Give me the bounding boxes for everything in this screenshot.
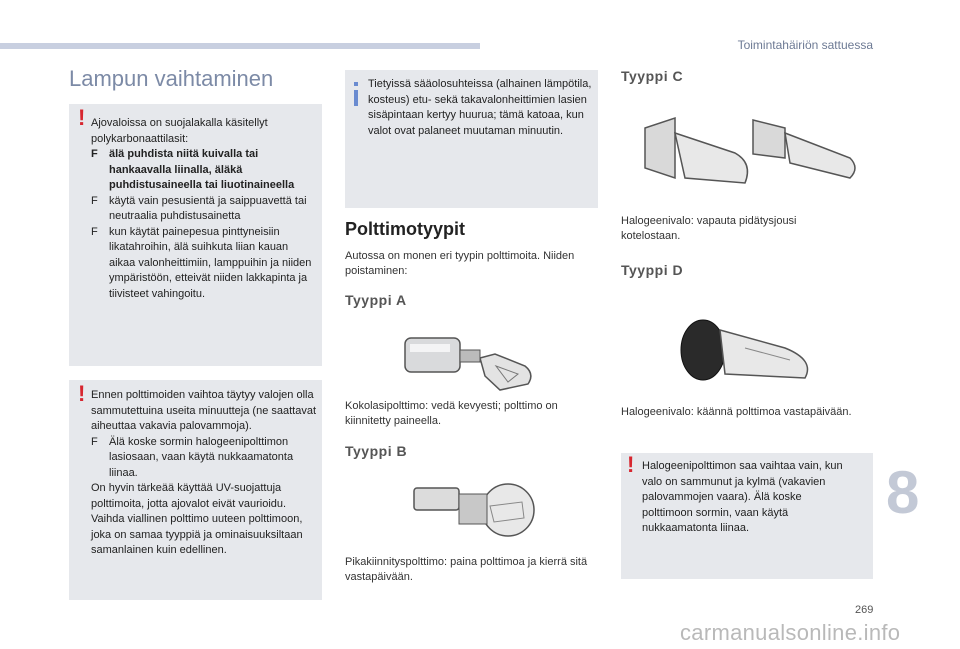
list-item: F kun käytät painepesua pinttyneisiin likatahroihin, älä suihkuta liian kauan aikaa valonheittimiin, lamppuihin ja niiden ympäristöön, etteivät niiden lakkapinta ja tiivisteet vahingoitu. (91, 225, 312, 300)
bullet-icon: F (91, 194, 98, 207)
warning-intro: Ennen polttimoiden vaihtoa täytyy valojen olla sammutettuina useita minuutteja (ne saattavat aiheuttaa vakavia palovammoja). (91, 389, 317, 432)
type-c-title: Tyyppi C (621, 68, 684, 84)
page-number: 269 (855, 604, 874, 616)
list-item: F älä puhdista niitä kuivalla tai hankaavalla liinalla, äläkä puhdistusaineella tai liuotinaineella (91, 148, 295, 191)
bulb-c-image (635, 108, 865, 204)
warning-box-replacement (69, 380, 322, 600)
info-icon-stem (354, 90, 358, 106)
warning-box-cleaning (69, 104, 322, 366)
type-c-caption: Halogeenivalo: vapauta pidätysjousi kotelostaan. (621, 215, 797, 242)
type-d-caption: Halogeenivalo: käännä polttimoa vastapäivään. (621, 406, 852, 418)
bulb-a-image (400, 326, 540, 396)
info-icon (354, 82, 358, 86)
page-title: Lampun vaihtaminen (69, 66, 274, 91)
type-a-title: Tyyppi A (345, 292, 407, 308)
warning-outro: On hyvin tärkeää käyttää UV-suojattuja polttimoita, jotta ajovalot eivät vaurioidu. Vaihda viallinen polttimo uuteen polttimoon, joka on samaa tyyppiä ja ominaisuuksiltaan samanlainen kuin edellinen. (91, 482, 303, 556)
watermark: carmanualsonline.info (680, 620, 901, 645)
list-item: F Älä koske sormin halogeenipolttimon lasiosaan, vaan käytä nukkaamatonta liinaa. (91, 435, 294, 479)
warning-box-halogen (621, 453, 873, 579)
bulb-b-image (412, 478, 542, 546)
bullet-icon: F (91, 225, 98, 238)
chapter-number: 8 (886, 459, 920, 526)
type-b-caption: Pikakiinnityspolttimo: paina polttimoa ja kierrä sitä vastapäivään. (345, 556, 588, 583)
section-intro: Autossa on monen eri tyypin polttimoita. Niiden poistaminen: (345, 250, 575, 277)
warning-text: Halogeenipolttimon saa vaihtaa vain, kun valo on sammunut ja kylmä (vakavien palovammojen vaara). Älä koske polttimoon sormin, vaan käytä nukkaamatonta liinaa. (642, 460, 843, 534)
chapter-title: Toimintahäiriön sattuessa (737, 38, 873, 52)
section-title: Polttimotyypit (345, 219, 465, 239)
header-rule (0, 43, 480, 49)
bulb-d-image (675, 308, 825, 388)
type-d-title: Tyyppi D (621, 262, 684, 278)
warning-icon: ! (627, 452, 635, 477)
bullet-icon: F (91, 148, 98, 160)
warning-icon: ! (78, 381, 86, 406)
warning-icon: ! (78, 105, 86, 130)
bullet-icon: F (91, 435, 98, 448)
warning-intro: Ajovaloissa on suojalakalla käsitellyt polykarbonaattilasit: (91, 117, 268, 145)
type-b-title: Tyyppi B (345, 443, 408, 459)
info-text: Tietyissä sääolosuhteissa (alhainen lämpötila, kosteus) etu- sekä takavalonheittimien lasien sisäpintaan kertyy huuruа; tämä katoaa, kun valot ovat palaneet muutaman minuutin. (368, 78, 592, 137)
type-a-caption: Kokolasipolttimo: vedä kevyesti; polttimo on kiinnitetty paineella. (345, 400, 558, 427)
list-item: F käytä vain pesusientä ja saippuavettä tai neutraalia puhdistusainetta (91, 194, 307, 222)
